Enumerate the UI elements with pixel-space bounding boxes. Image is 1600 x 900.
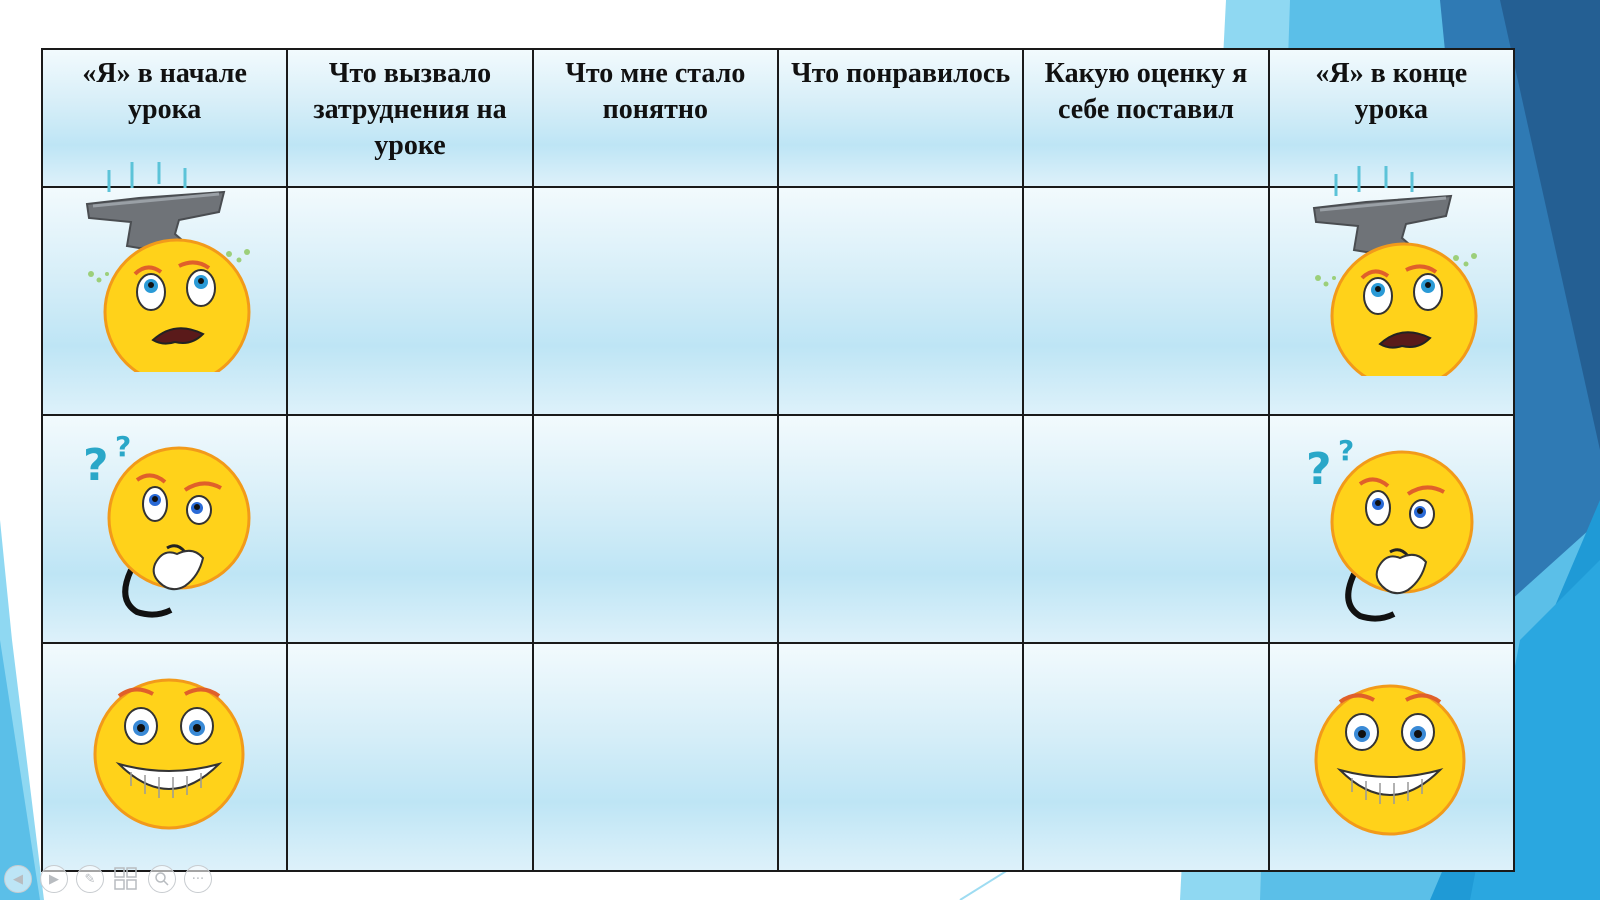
start-state-cell bbox=[42, 643, 287, 871]
table-row bbox=[42, 643, 1514, 871]
next-slide-icon[interactable]: ▶ bbox=[40, 865, 68, 893]
thinking-question-emoji-icon bbox=[81, 430, 261, 630]
understood-cell bbox=[533, 643, 778, 871]
self-grade-cell bbox=[1023, 415, 1268, 643]
reflection-table bbox=[41, 48, 1515, 872]
previous-slide-icon[interactable]: ◀ bbox=[4, 865, 32, 893]
table-row bbox=[42, 415, 1514, 643]
table-row bbox=[42, 187, 1514, 415]
start-state-cell bbox=[42, 187, 287, 415]
anvil-on-head-emoji-icon bbox=[1306, 166, 1486, 376]
pen-icon[interactable]: ✎ bbox=[76, 865, 104, 893]
liked-cell bbox=[778, 187, 1023, 415]
header-start-of-lesson: «Я» в начале урока bbox=[42, 49, 287, 187]
header-liked: Что понравилось bbox=[778, 49, 1023, 187]
anvil-on-head-emoji-icon bbox=[79, 162, 259, 372]
grinning-emoji-icon bbox=[89, 674, 249, 834]
self-grade-cell bbox=[1023, 187, 1268, 415]
start-state-cell bbox=[42, 415, 287, 643]
header-understood: Что мне стало понятно bbox=[533, 49, 778, 187]
end-state-cell bbox=[1269, 187, 1514, 415]
header-end-of-lesson: «Я» в конце урока bbox=[1269, 49, 1514, 187]
grinning-emoji-icon bbox=[1310, 680, 1470, 840]
zoom-icon[interactable] bbox=[148, 865, 176, 893]
header-self-grade: Какую оценку я себе поставил bbox=[1023, 49, 1268, 187]
liked-cell bbox=[778, 643, 1023, 871]
difficulties-cell bbox=[287, 187, 532, 415]
slideshow-control-bar bbox=[4, 865, 212, 897]
understood-cell bbox=[533, 415, 778, 643]
self-grade-cell bbox=[1023, 643, 1268, 871]
svg-text:?: ? bbox=[1305, 444, 1332, 495]
understood-cell bbox=[533, 187, 778, 415]
difficulties-cell bbox=[287, 643, 532, 871]
header-difficulties: Что вызвало затруднения на уроке bbox=[287, 49, 532, 187]
table-header-row bbox=[42, 49, 1514, 187]
end-state-cell bbox=[1269, 415, 1514, 643]
end-state-cell bbox=[1269, 643, 1514, 871]
slides-grid-icon[interactable] bbox=[112, 865, 140, 893]
svg-text:?: ? bbox=[115, 430, 132, 463]
difficulties-cell bbox=[287, 415, 532, 643]
more-options-icon[interactable]: ··· bbox=[184, 865, 212, 893]
liked-cell bbox=[778, 415, 1023, 643]
svg-text:?: ? bbox=[1337, 434, 1354, 467]
thinking-question-emoji-icon bbox=[1304, 434, 1484, 634]
svg-text:?: ? bbox=[83, 440, 109, 491]
